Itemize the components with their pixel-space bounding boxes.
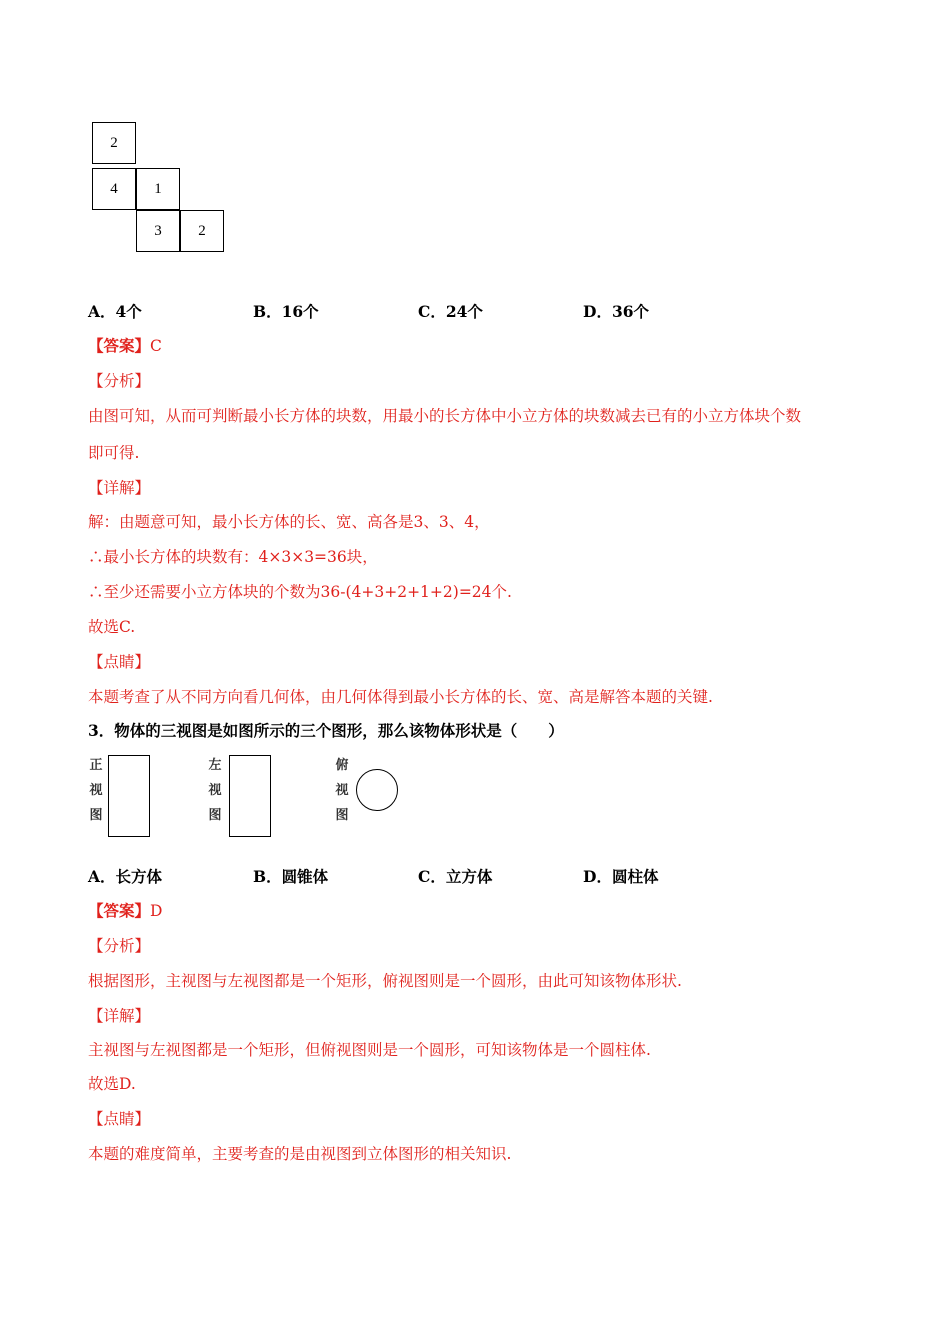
q2-comment-tag: 【点睛】 bbox=[88, 653, 151, 671]
q3-detail-line: 故选D. bbox=[88, 1075, 136, 1093]
q2-detail-line: ∴至少还需要小立方体块的个数为36-(4+3+2+1+2)=24个. bbox=[88, 583, 512, 601]
left-view-rectangle bbox=[229, 755, 271, 837]
q3-comment-tag: 【点睛】 bbox=[88, 1110, 151, 1128]
q3-question: 3．物体的三视图是如图所示的三个图形，那么该物体形状是（ ） bbox=[88, 721, 564, 740]
q3-detail-tag: 【详解】 bbox=[88, 1007, 151, 1025]
answer-value: C bbox=[150, 337, 162, 355]
block-grid-figure bbox=[92, 122, 232, 254]
label-char: 俯 bbox=[335, 758, 349, 773]
label-char: 视 bbox=[89, 783, 103, 798]
label-char: 正 bbox=[89, 758, 103, 773]
label-char: 图 bbox=[335, 808, 349, 823]
option-c: C．立方体 bbox=[418, 867, 493, 886]
label-char: 视 bbox=[335, 783, 349, 798]
option-c: C．24个 bbox=[418, 302, 483, 321]
q2-detail-line: 解：由题意可知，最小长方体的长、宽、高各是3、3、4， bbox=[88, 513, 490, 531]
q2-analysis-line: 即可得. bbox=[88, 444, 140, 462]
q3-analysis-tag: 【分析】 bbox=[88, 937, 151, 955]
label-char: 左 bbox=[208, 758, 222, 773]
q3-detail-line: 主视图与左视图都是一个矩形，但俯视图则是一个圆形，可知该物体是一个圆柱体. bbox=[88, 1041, 651, 1059]
grid-cell: 4 bbox=[92, 168, 136, 210]
front-view-label bbox=[88, 753, 104, 828]
option-a: A．4个 bbox=[88, 302, 142, 321]
label-char: 视 bbox=[208, 783, 222, 798]
left-view-label bbox=[207, 753, 223, 828]
answer-value: D bbox=[150, 902, 163, 920]
grid-cell: 2 bbox=[92, 122, 136, 164]
grid-cell: 2 bbox=[180, 210, 224, 252]
option-d: D．圆柱体 bbox=[583, 867, 659, 886]
label-char: 图 bbox=[89, 808, 103, 823]
label-char: 图 bbox=[208, 808, 222, 823]
grid-cell: 3 bbox=[136, 210, 180, 252]
option-d: D．36个 bbox=[583, 302, 650, 321]
q3-options bbox=[88, 865, 788, 889]
grid-cell: 1 bbox=[136, 168, 180, 210]
q3-answer bbox=[88, 900, 162, 922]
top-view-circle bbox=[356, 769, 398, 811]
three-views-figure bbox=[88, 753, 418, 843]
option-a: A．长方体 bbox=[88, 867, 163, 886]
q2-comment: 本题考查了从不同方向看几何体，由几何体得到最小长方体的长、宽、高是解答本题的关键. bbox=[88, 688, 713, 706]
option-b: B．16个 bbox=[253, 302, 319, 321]
answer-tag: 【答案】 bbox=[88, 901, 151, 920]
q2-analysis-tag: 【分析】 bbox=[88, 372, 151, 390]
q2-detail-line: ∴最小长方体的块数有：4×3×3=36块， bbox=[88, 548, 378, 566]
option-b: B．圆锥体 bbox=[253, 867, 329, 886]
q2-detail-tag: 【详解】 bbox=[88, 479, 151, 497]
q2-analysis-line: 由图可知，从而可判断最小长方体的块数，用最小的长方体中小立方体的块数减去已有的小立方体块个数 bbox=[88, 407, 802, 425]
q2-answer bbox=[88, 335, 162, 357]
q2-detail-line: 故选C. bbox=[88, 618, 136, 636]
answer-tag: 【答案】 bbox=[88, 336, 151, 355]
q3-analysis: 根据图形，主视图与左视图都是一个矩形，俯视图则是一个圆形，由此可知该物体形状. bbox=[88, 972, 682, 990]
front-view-rectangle bbox=[108, 755, 150, 837]
q2-options bbox=[88, 300, 788, 324]
top-view-label bbox=[334, 753, 350, 828]
q3-comment: 本题的难度简单，主要考查的是由视图到立体图形的相关知识. bbox=[88, 1145, 512, 1163]
